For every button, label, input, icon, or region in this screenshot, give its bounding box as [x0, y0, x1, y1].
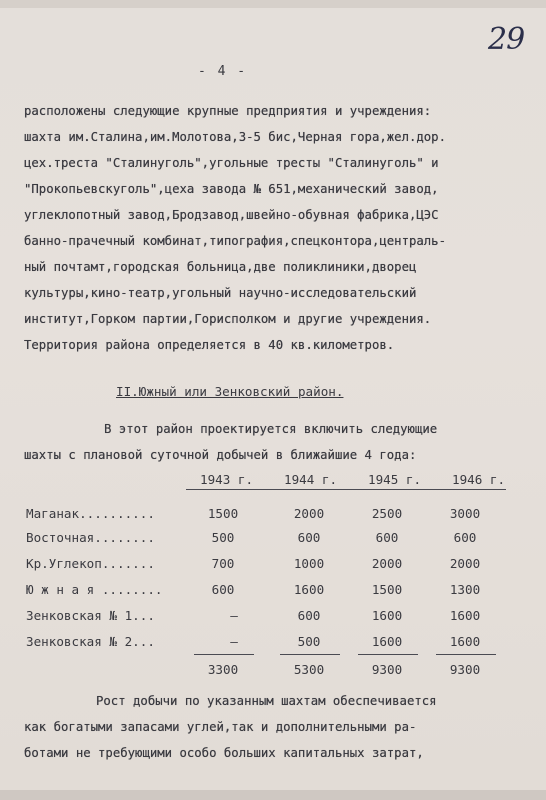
text-line: Рост добычи по указанным шахтам обеспечивается — [96, 694, 437, 708]
table-cell: 600 — [375, 530, 399, 545]
table-header-year: 1946 г. — [452, 472, 506, 487]
text-line: ный почтамт,городская больница,две поликлиники,дворец — [24, 260, 417, 274]
table-cell: – — [230, 608, 238, 623]
text-line: ботами не требующими особо больших капитальных затрат, — [24, 746, 424, 760]
text-line: шахты с плановой суточной добычей в ближайшие 4 года: — [24, 448, 417, 462]
scan-edge-bottom — [0, 790, 546, 800]
table-row-label: Восточная........ — [26, 530, 155, 545]
text-line: как богатыми запасами углей,так и дополнительными ра- — [24, 720, 417, 734]
table-cell: 1600 — [371, 634, 403, 649]
table-cell: 1300 — [449, 582, 481, 597]
total-rule — [194, 654, 254, 655]
total-rule — [436, 654, 496, 655]
table-cell: 600 — [297, 530, 321, 545]
table-cell: 1600 — [293, 582, 325, 597]
total-rule — [358, 654, 418, 655]
table-cell: 600 — [211, 582, 235, 597]
table-header-year: 1943 г. — [200, 472, 254, 487]
table-total-cell: 5300 — [293, 662, 325, 677]
table-cell: 1600 — [449, 608, 481, 623]
table-row-label: Кр.Углекоп....... — [26, 556, 155, 571]
text-line: цех.треста "Сталинуголь",угольные тресты "Сталинуголь" и — [24, 156, 439, 170]
table-cell: – — [230, 634, 238, 649]
table-cell: 700 — [211, 556, 235, 571]
table-cell: 600 — [297, 608, 321, 623]
text-line: углеклопотный завод,Бродзавод,швейно-обувная фабрика,ЦЭС — [24, 208, 439, 222]
table-cell: 3000 — [449, 506, 481, 521]
table-total-cell: 3300 — [207, 662, 239, 677]
folio-number: 29 — [488, 22, 525, 57]
text-line: "Прокопьевскуголь",цеха завода № 651,механический завод, — [24, 182, 439, 196]
table-header-year: 1944 г. — [284, 472, 338, 487]
text-line: институт,Горком партии,Горисполком и другие учреждения. — [24, 312, 432, 326]
total-rule — [280, 654, 340, 655]
table-cell: 1000 — [293, 556, 325, 571]
scan-edge-top — [0, 0, 546, 8]
page-number: - 4 - — [198, 64, 248, 79]
table-cell: 2000 — [293, 506, 325, 521]
text-line: Территория района определяется в 40 кв.километров. — [24, 338, 395, 352]
table-cell: 500 — [211, 530, 235, 545]
table-row-label: Маганак.......... — [26, 506, 155, 521]
table-cell: 2000 — [371, 556, 403, 571]
table-cell: 1500 — [371, 582, 403, 597]
text-line: В этот район проектируется включить следующие — [104, 422, 438, 436]
table-cell: 1600 — [371, 608, 403, 623]
table-row-label: Зенковская № 1... — [26, 608, 155, 623]
text-line: шахта им.Сталина,им.Молотова,3-5 бис,Черная гора,жел.дор. — [24, 130, 446, 144]
table-cell: 600 — [453, 530, 477, 545]
table-header-year: 1945 г. — [368, 472, 422, 487]
table-cell: 500 — [297, 634, 321, 649]
table-cell: 2000 — [449, 556, 481, 571]
table-header-rule — [186, 489, 506, 490]
table-cell: 2500 — [371, 506, 403, 521]
table-row-label: Зенковская № 2... — [26, 634, 155, 649]
table-cell: 1500 — [207, 506, 239, 521]
table-total-cell: 9300 — [371, 662, 403, 677]
text-line: культуры,кино-театр,угольный научно-исследовательский — [24, 286, 417, 300]
section-heading: II.Южный или Зенковский район. — [116, 384, 344, 399]
table-cell: 1600 — [449, 634, 481, 649]
table-total-cell: 9300 — [449, 662, 481, 677]
text-line: банно-прачечный комбинат,типография,спецконтора,централь- — [24, 234, 446, 248]
text-line: расположены следующие крупные предприятия и учреждения: — [24, 104, 432, 118]
table-row-label: Ю ж н а я ........ — [26, 582, 163, 597]
